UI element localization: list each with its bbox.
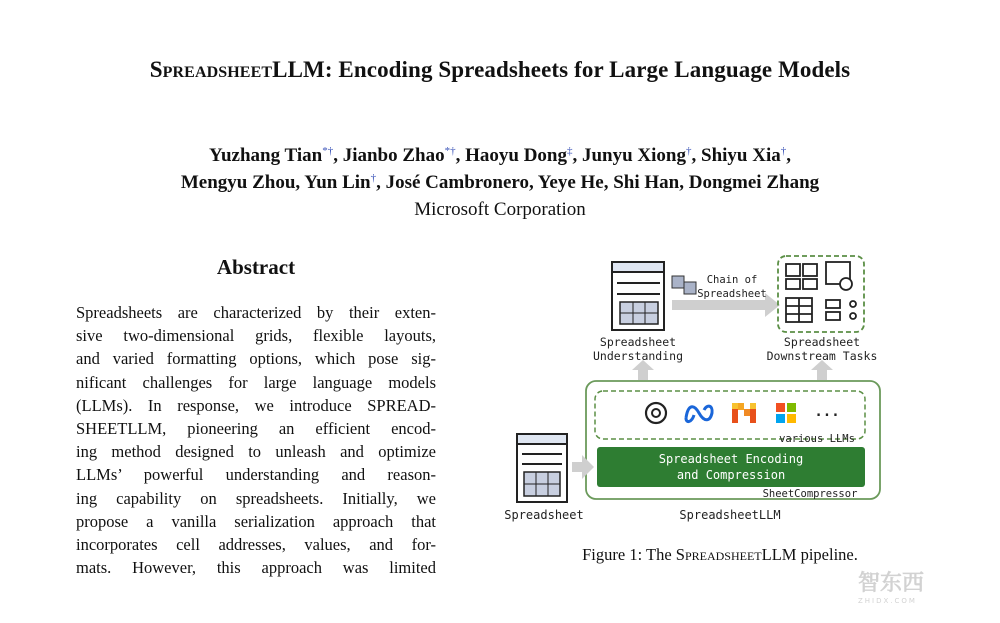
- abstract-line: propose a vanilla serialization approach that: [76, 511, 436, 531]
- caption-prefix: Figure 1: The: [582, 545, 676, 564]
- author-name: Dongmei Zhang: [688, 172, 820, 193]
- authors-line-1: Yuzhang Tian*†, Jianbo Zhao*†, Haoyu Dong‡, Junyu Xiong†, Shiyu Xia†,: [208, 145, 791, 166]
- spreadsheet-label: Spreadsheet: [504, 508, 584, 522]
- abstract-line: and varied formatting options, which pose sig-: [76, 349, 436, 369]
- input-sheet-icon: [517, 434, 567, 502]
- author-name: Mengyu Zhou: [180, 172, 296, 193]
- microsoft-icon: [776, 403, 796, 423]
- author-affiliation-mark: *†: [444, 145, 456, 157]
- chain-label-line2: Spreadsheet: [697, 288, 767, 300]
- chain-label-line1: Chain of: [706, 274, 758, 286]
- meta-icon: [686, 406, 712, 421]
- abstract-line: sive two-dimensional grids, flexible layouts,: [76, 326, 436, 346]
- abstract-line: SHEETLLM, pioneering an efficient encod-: [76, 419, 436, 438]
- downstream-label: [752, 335, 892, 363]
- up-arrow-right: [811, 360, 833, 380]
- author-name: Yuzhang Tian: [208, 145, 323, 166]
- watermark-subtext: ZHIDX.COM: [858, 597, 917, 605]
- figure-caption: [520, 545, 920, 565]
- spreadsheetllm-label: SpreadsheetLLM: [679, 508, 781, 522]
- downstream-task-icons: [786, 262, 856, 322]
- understanding-label: [578, 335, 698, 363]
- downstream-label-line2: Downstream Tasks: [766, 349, 878, 363]
- llm-ellipsis: ...: [814, 404, 840, 420]
- understanding-sheet-icon: [612, 262, 664, 330]
- encoding-label: [597, 451, 865, 483]
- author-affiliation-mark: †: [780, 145, 787, 157]
- abstract-line: ing method designed to unleash and optimize: [76, 442, 436, 462]
- input-arrow: [572, 455, 594, 479]
- caption-smallcaps: Spreadsheet: [675, 545, 762, 564]
- chain-label: [682, 273, 782, 301]
- abstract-line: ing capability on spreadsheets. Initially, we: [76, 488, 436, 508]
- title-rest: LLM: Encoding Spreadsheets for Large Language Models: [272, 57, 851, 82]
- title-smallcaps: Spreadsheet: [149, 57, 273, 82]
- sheetcompressor-label: SheetCompressor: [762, 488, 858, 500]
- author-name: Shi Han: [613, 172, 680, 193]
- watermark-text: 智东西: [858, 571, 925, 596]
- affiliation: Microsoft Corporation: [414, 199, 586, 220]
- author-affiliation-mark: ‡: [566, 145, 573, 157]
- author-name: Yun Lin: [304, 172, 371, 193]
- understanding-label-line1: Spreadsheet: [599, 335, 677, 349]
- author-name: Yeye He: [537, 172, 604, 193]
- various-llms-label: various LLMs: [779, 433, 855, 445]
- abstract-line: Spreadsheets are characterized by their exten-: [76, 303, 436, 322]
- author-name: Jianbo Zhao: [342, 145, 445, 166]
- author-affiliation-mark: *†: [322, 145, 334, 157]
- understanding-label-line2: Understanding: [592, 349, 683, 363]
- caption-suffix: LLM pipeline.: [761, 545, 858, 564]
- encoding-label-line2: and Compression: [676, 468, 786, 482]
- abstract-line: mats. However, this approach was limited: [76, 558, 436, 578]
- abstract-heading: Abstract: [216, 255, 296, 279]
- abstract-line: nificant challenges for large language models: [76, 372, 436, 392]
- abstract-line: incorporates cell addresses, values, and for-: [76, 535, 436, 554]
- up-arrow-left: [632, 360, 654, 380]
- author-name: Junyu Xiong: [581, 145, 687, 166]
- mistral-icon: [732, 403, 756, 423]
- author-affiliation-mark: †: [370, 172, 377, 184]
- openai-icon: [646, 403, 666, 423]
- downstream-label-line1: Spreadsheet: [783, 335, 861, 349]
- authors-line-2: Mengyu Zhou, Yun Lin†, José Cambronero, Yeye He, Shi Han, Dongmei Zhang: [180, 172, 820, 193]
- author-name: Shiyu Xia: [701, 145, 781, 166]
- author-name: José Cambronero: [385, 172, 529, 193]
- encoding-label-line1: Spreadsheet Encoding: [658, 452, 804, 466]
- abstract-line: (LLMs). In response, we introduce SPREAD-: [76, 395, 436, 415]
- author-name: Haoyu Dong: [465, 145, 567, 166]
- abstract-line: LLMs’ powerful understanding and reason-: [76, 465, 436, 485]
- author-affiliation-mark: †: [686, 145, 692, 157]
- watermark-logo: [858, 566, 978, 606]
